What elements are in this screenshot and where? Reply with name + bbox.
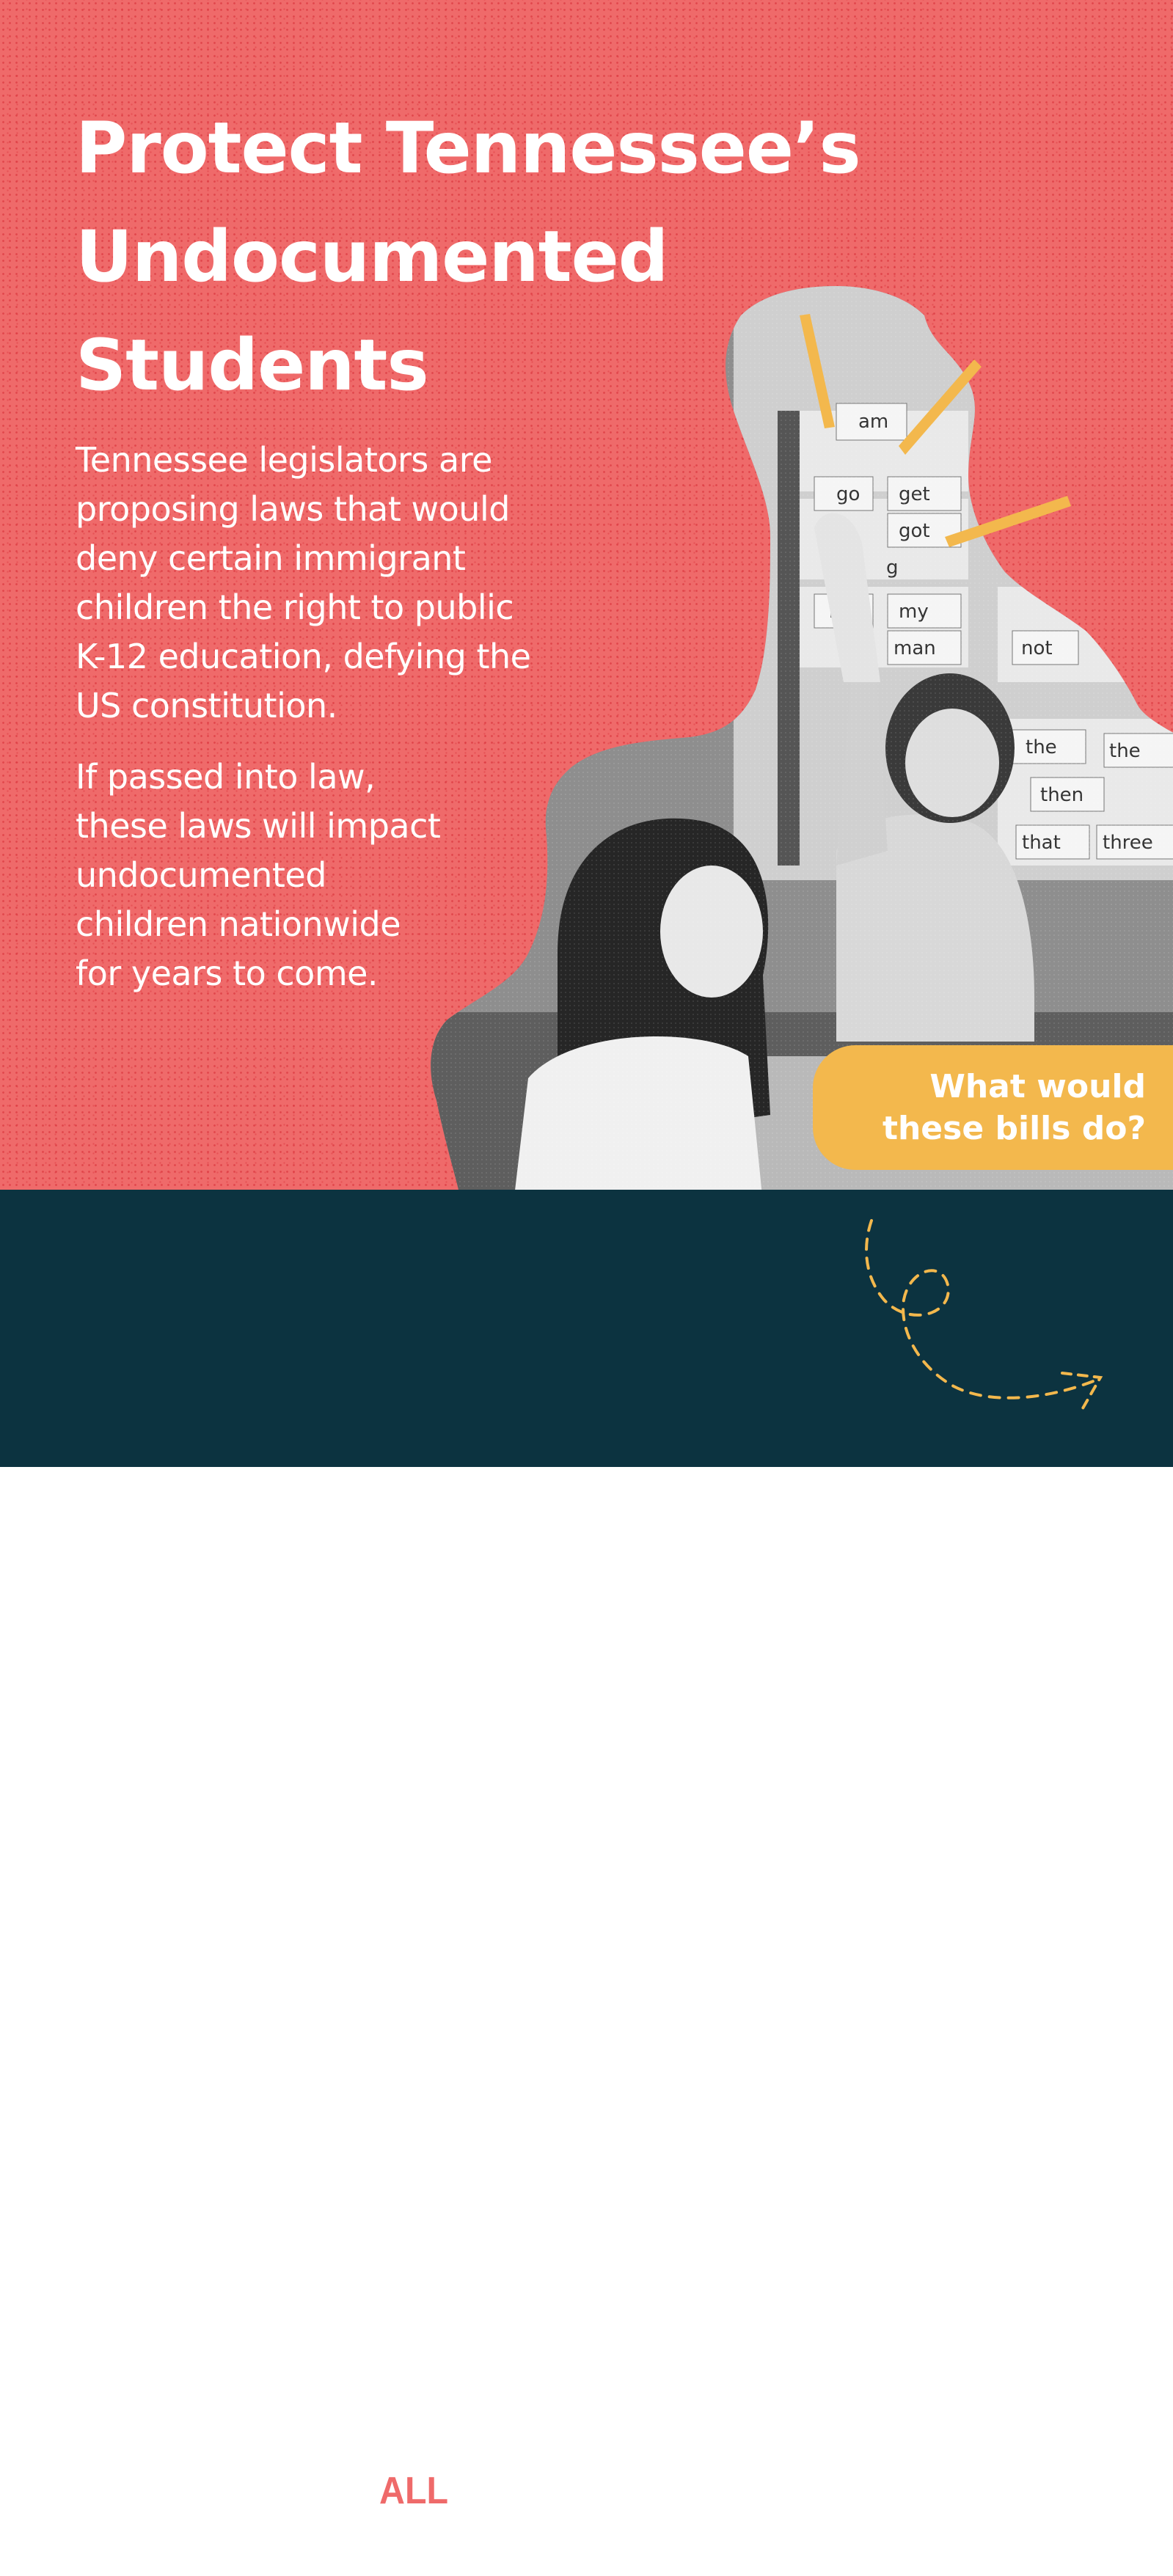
logo-highlight: ALL — [379, 2470, 449, 2512]
logo-line-2: TENNESSEE — [78, 2509, 392, 2576]
paragraph-line: these laws will impact — [76, 806, 441, 846]
what-would-these-bills-do-button[interactable] — [813, 1045, 1173, 1170]
paragraph-line: for years to come. — [76, 954, 379, 993]
intro-paragraph — [76, 436, 530, 731]
logo-line-1 — [78, 2470, 448, 2512]
cta-line: What would — [929, 1068, 1146, 1105]
paragraph-line: US constitution. — [76, 686, 337, 725]
paragraph-line: K-12 education, defying the — [76, 637, 531, 676]
paragraph-line: Tennessee legislators are — [76, 440, 492, 480]
impact-paragraph — [76, 753, 440, 998]
footer — [0, 1190, 1173, 2576]
paragraph-line: proposing laws that would — [76, 489, 510, 529]
title-line: Undocumented — [76, 216, 668, 298]
paragraph-line: If passed into law, — [76, 757, 376, 797]
cta-line: these bills do? — [882, 1110, 1146, 1147]
education-for-all-tennessee-logo — [78, 2470, 476, 2574]
hero-section — [0, 0, 1173, 1190]
logo-prefix: EDUCATION FOR — [78, 2470, 380, 2512]
paragraph-line: undocumented — [76, 855, 326, 895]
title-line: Students — [76, 324, 428, 406]
cta-label — [883, 1066, 1146, 1149]
title-line: Protect Tennessee’s — [76, 107, 860, 189]
paragraph-line: children the right to public — [76, 588, 514, 627]
paragraph-line: deny certain immigrant — [76, 538, 466, 578]
paragraph-line: children nationwide — [76, 904, 401, 944]
dashed-loop-arrow-icon — [0, 1190, 1173, 1467]
